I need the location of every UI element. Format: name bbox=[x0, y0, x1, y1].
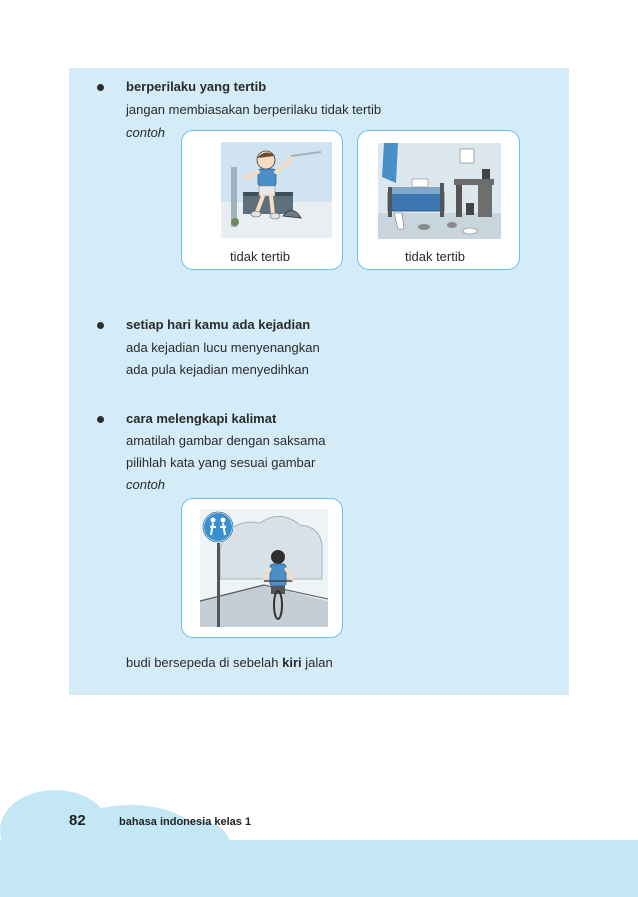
book-title: bahasa indonesia kelas 1 bbox=[119, 816, 252, 828]
example-card-2 bbox=[357, 130, 520, 270]
example-card-1 bbox=[181, 130, 343, 270]
boy-cycling-road-illustration bbox=[200, 509, 328, 627]
sentence-answer: kiri bbox=[282, 655, 302, 670]
section-heading-tertib: berperilaku yang tertib bbox=[126, 79, 267, 94]
caption-tidak-tertib-2: tidak tertib bbox=[405, 249, 465, 264]
section-text: ada kejadian lucu menyenangkan bbox=[126, 340, 320, 355]
page-number: 82 bbox=[69, 812, 86, 829]
sentence-text: jalan bbox=[301, 655, 333, 670]
bullet-point bbox=[97, 84, 104, 91]
footer-band bbox=[0, 840, 638, 897]
section-heading-kejadian: setiap hari kamu ada kejadian bbox=[126, 317, 311, 332]
boy-jumping-over-fence-illustration bbox=[221, 142, 332, 238]
section-text: pilihlah kata yang sesuai gambar bbox=[126, 455, 316, 470]
caption-tidak-tertib-1: tidak tertib bbox=[230, 249, 290, 264]
bullet-point bbox=[97, 322, 104, 329]
example-label: contoh bbox=[126, 125, 166, 140]
sentence-text: budi bersepeda di sebelah bbox=[126, 655, 283, 670]
example-label: contoh bbox=[126, 477, 166, 492]
section-text: ada pula kejadian menyedihkan bbox=[126, 362, 309, 377]
bullet-point bbox=[97, 416, 104, 423]
section-text: jangan membiasakan berperilaku tidak tertib bbox=[126, 102, 382, 117]
example-card-3 bbox=[181, 498, 343, 638]
messy-bedroom-illustration bbox=[378, 143, 501, 239]
section-heading-kalimat: cara melengkapi kalimat bbox=[126, 411, 277, 426]
example-sentence bbox=[126, 655, 333, 671]
section-text: amatilah gambar dengan saksama bbox=[126, 433, 326, 448]
